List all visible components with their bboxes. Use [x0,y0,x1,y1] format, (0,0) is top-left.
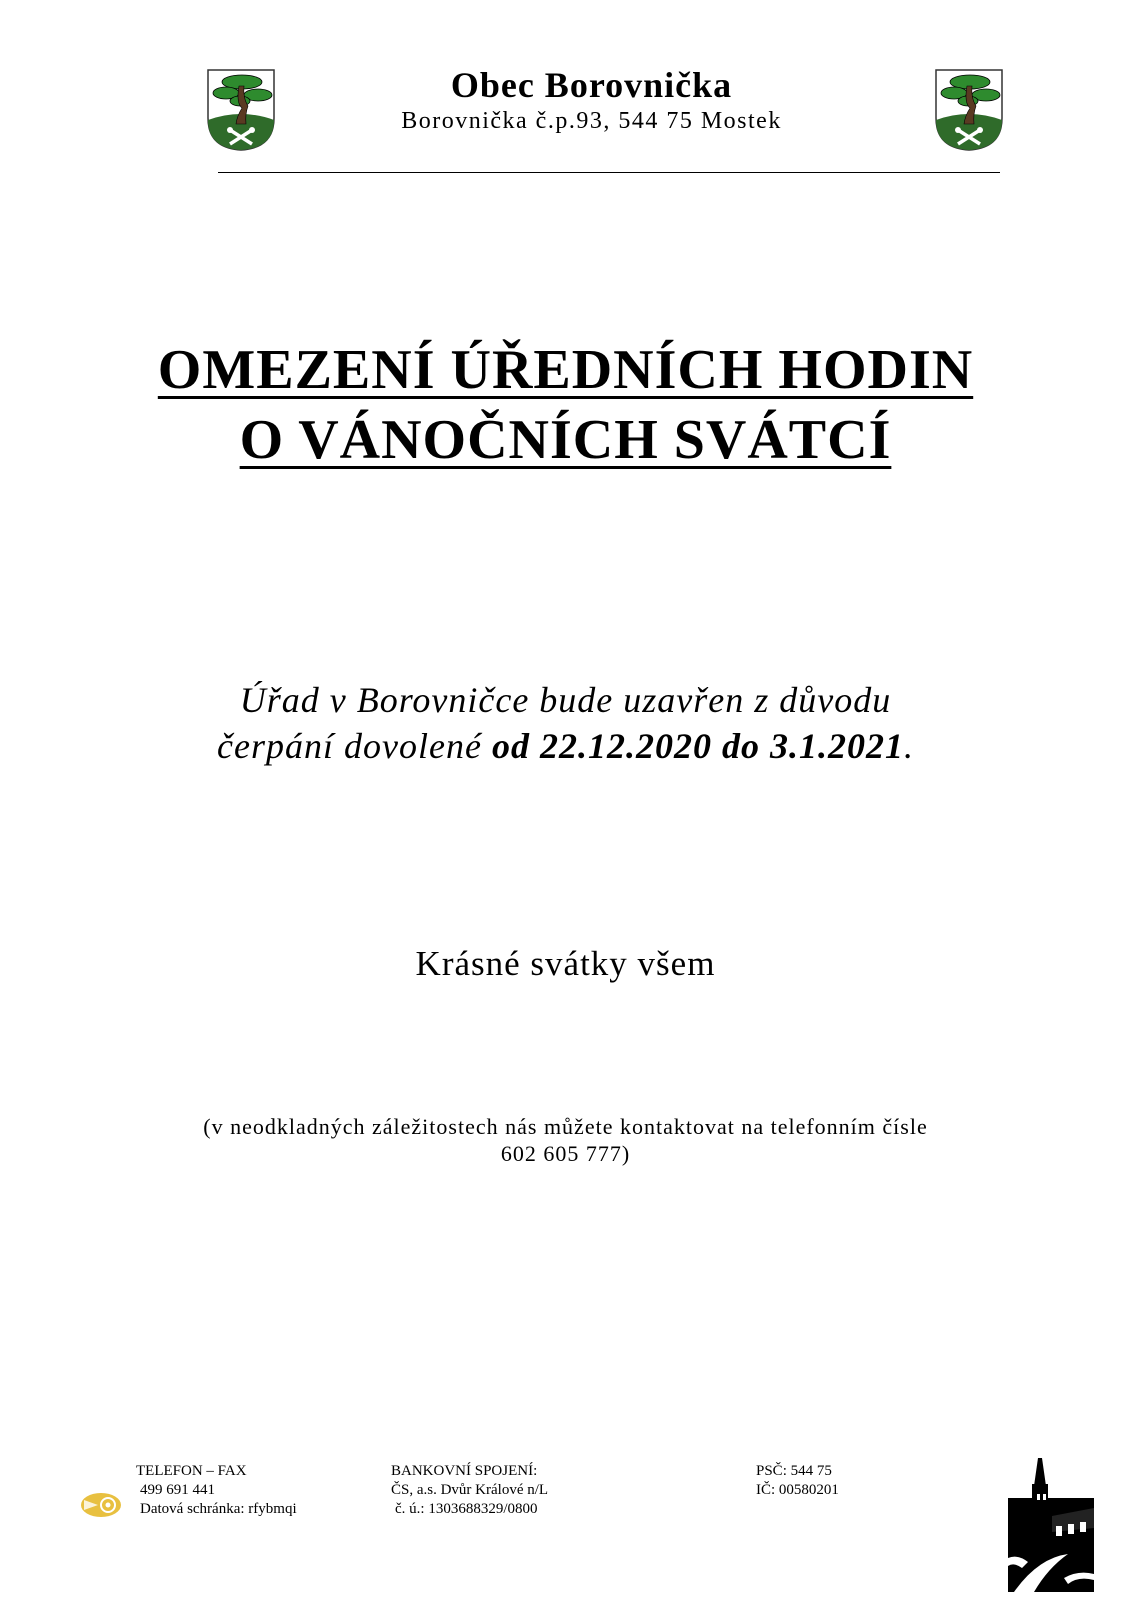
phone-label: TELEFON – FAX [136,1463,247,1479]
notice-line-2: čerpání dovolené od 22.12.2020 do 3.1.2021. [217,726,914,766]
document-title-line-1: OMEZENÍ ÚŘEDNÍCH HODIN [157,339,974,401]
notice-line-1: Úřad v Borovničce bude uzavřen z důvodu [239,680,892,720]
bank-account: č. ú.: 1303688329/0800 [395,1501,538,1517]
footer-phone-column [136,1462,297,1519]
databox-id: Datová schránka: rfybmqi [140,1501,297,1517]
holiday-greeting: Krásné svátky všem [415,944,716,983]
postal-code: PSČ: 544 75 [756,1463,832,1479]
company-id: IČ: 00580201 [756,1482,839,1498]
footer-id-column [756,1462,839,1500]
organization-address: Borovnička č.p.93, 544 75 Mostek [401,108,782,134]
phone-value: 499 691 441 [140,1482,215,1498]
bank-name: ČS, a.s. Dvůr Králové n/L [391,1482,549,1498]
contact-note-line-2: 602 605 777) [500,1141,631,1166]
contact-note-line-1: (v neodkladných záležitostech nás můžete kontaktovat na telefonním čísle [203,1114,928,1139]
footer-bank-column [391,1462,548,1519]
church-illustration [1008,1458,1094,1592]
organization-name: Obec Borovnička [450,65,733,105]
post-horn-icon [80,1492,122,1518]
closure-notice [0,677,1131,769]
header-divider [218,172,1000,173]
emergency-contact-note [0,1113,1131,1167]
bank-label: BANKOVNÍ SPOJENÍ: [391,1463,538,1479]
document-title-line-2: O VÁNOČNÍCH SVÁTCÍ [239,409,892,471]
closure-dates: od 22.12.2020 do 3.1.2021 [491,726,904,766]
